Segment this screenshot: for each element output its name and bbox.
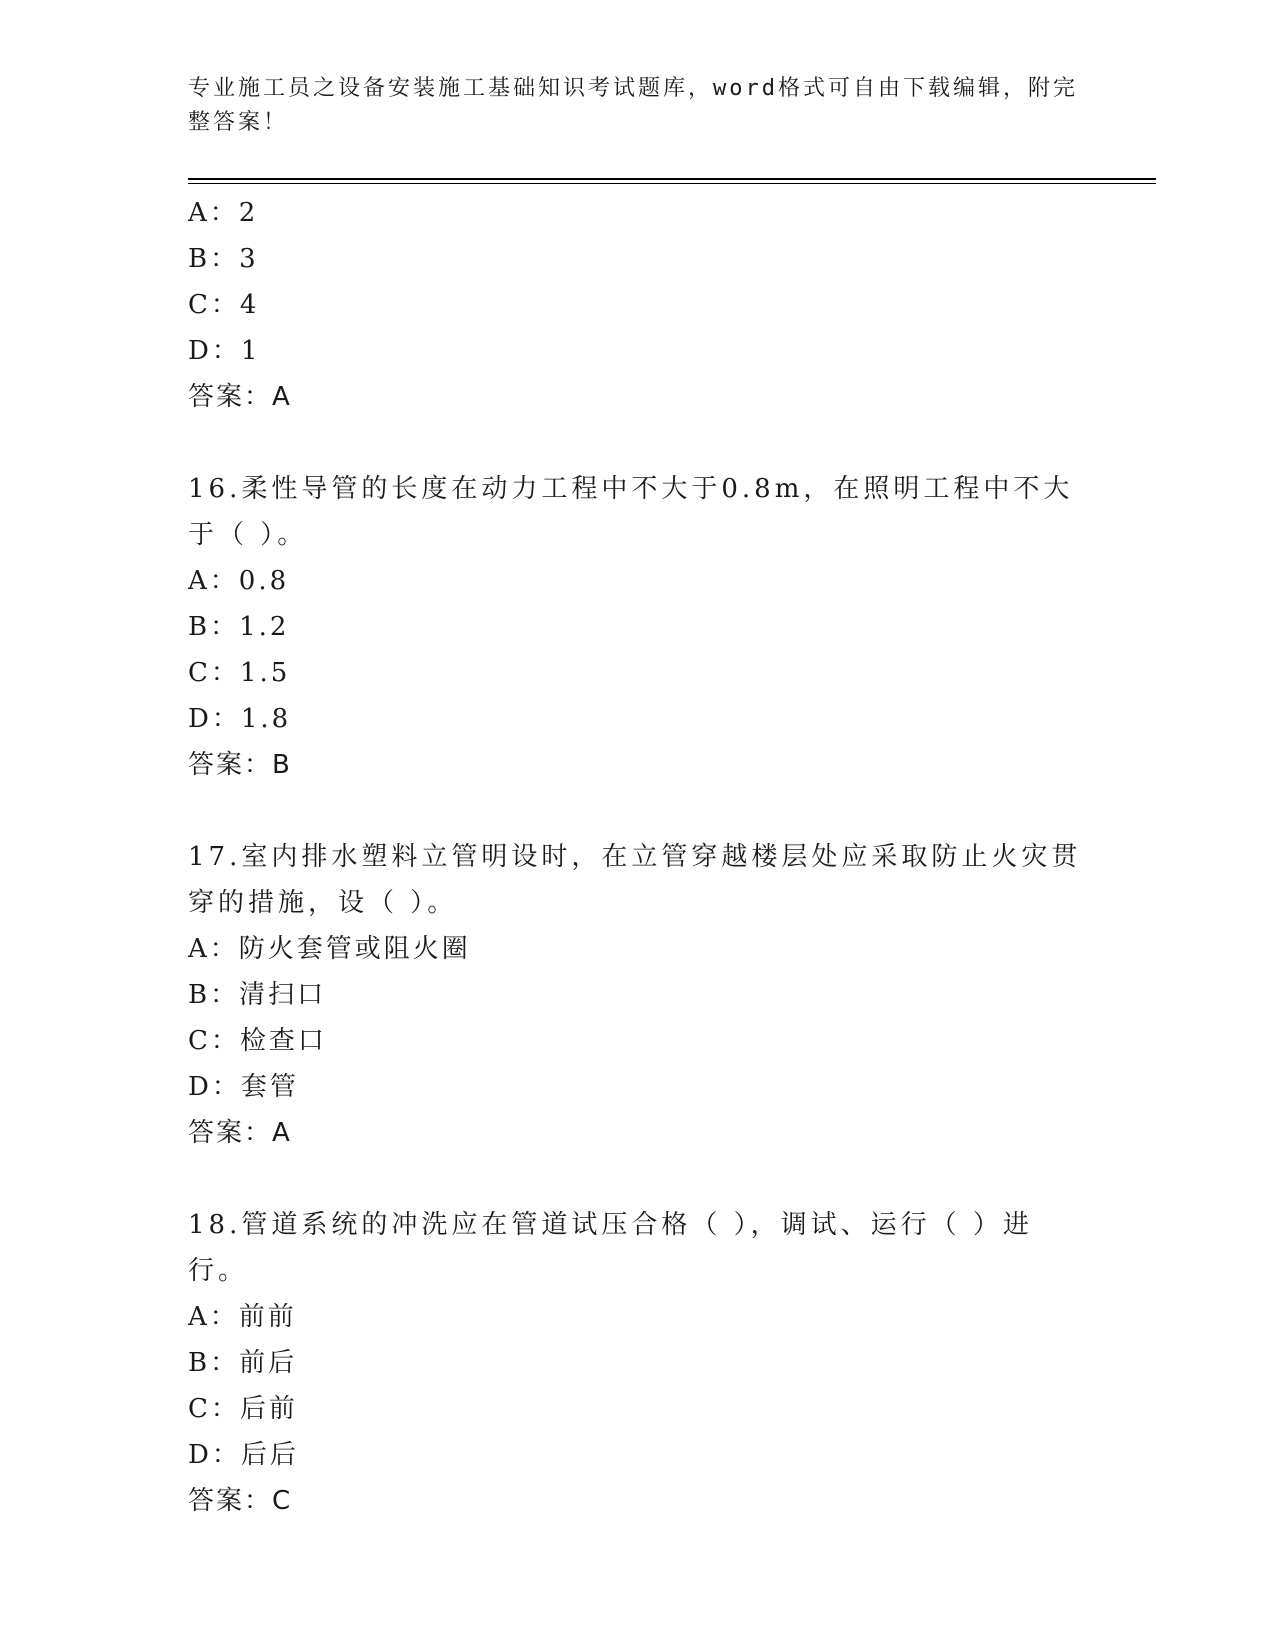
answer-line: 答案 ： C	[188, 1478, 1088, 1524]
question-list	[188, 190, 1088, 1524]
option-c: C ： 后前	[188, 1386, 1088, 1432]
question-text: 18.管道系统的冲洗应在管道试压合格（ ），调试、运行（ ）进行。	[188, 1210, 1033, 1286]
option-b: B ： 清扫口	[188, 972, 1088, 1018]
option-b: B ： 1.2	[188, 604, 1088, 650]
option-c: C ： 4	[188, 282, 1088, 328]
header-divider-thin	[188, 183, 1156, 184]
option-a: A ： 2	[188, 190, 1088, 236]
option-c: C ： 1.5	[188, 650, 1088, 696]
question-block	[188, 466, 1088, 788]
option-a: A ： 0.8	[188, 558, 1088, 604]
question-block	[188, 1202, 1088, 1524]
header-divider-thick	[188, 178, 1156, 180]
option-a: A ： 防火套管或阻火圈	[188, 926, 1088, 972]
question-block	[188, 190, 1088, 420]
question-block	[188, 834, 1088, 1156]
answer-line: 答案 ： A	[188, 1110, 1088, 1156]
document-header: 专业施工员之设备安装施工基础知识考试题库，word格式可自由下载编辑，附完整答案！	[188, 76, 1078, 135]
answer-line: 答案 ： A	[188, 374, 1088, 420]
option-d: D ： 后后	[188, 1432, 1088, 1478]
option-b: B ： 3	[188, 236, 1088, 282]
option-d: D ： 套管	[188, 1064, 1088, 1110]
option-c: C ： 检查口	[188, 1018, 1088, 1064]
question-text: 16.柔性导管的长度在动力工程中不大于0.8m，在照明工程中不大于（ ）。	[188, 474, 1074, 550]
option-d: D ： 1	[188, 328, 1088, 374]
answer-line: 答案 ： B	[188, 742, 1088, 788]
question-text: 17.室内排水塑料立管明设时，在立管穿越楼层处应采取防止火灾贯穿的措施，设（ ）。	[188, 842, 1082, 918]
option-d: D ： 1.8	[188, 696, 1088, 742]
option-a: A ： 前前	[188, 1294, 1088, 1340]
option-b: B ： 前后	[188, 1340, 1088, 1386]
